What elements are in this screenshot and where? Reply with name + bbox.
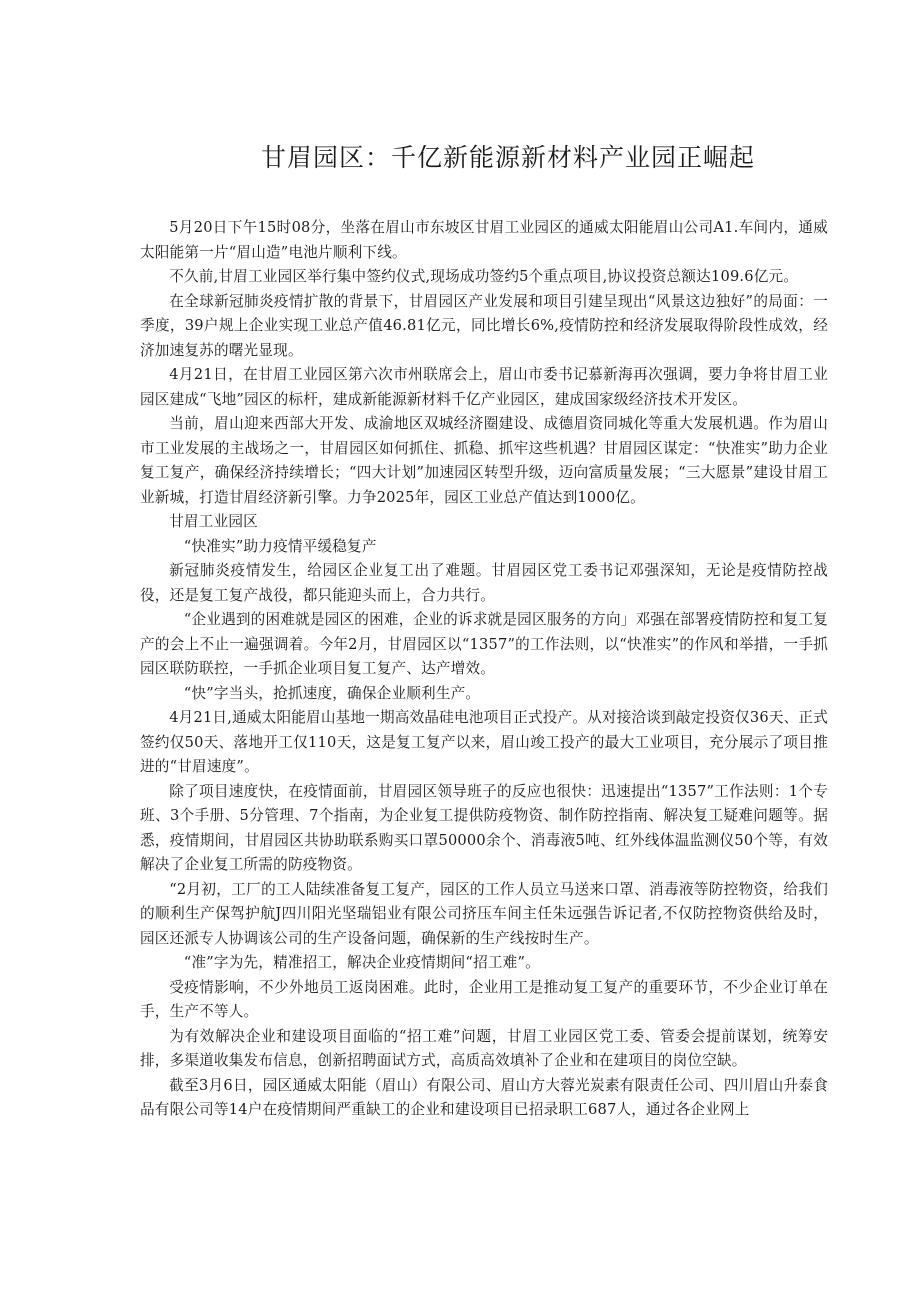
paragraph: 当前，眉山迎来西部大开发、成渝地区双城经济圈建设、成德眉资同城化等重大发展机遇。作为眉山市工业发展的主战场之一，甘眉园区如何抓住、抓稳、抓牢这些机遇？甘眉园区谋定：“快准实”助力企业复工复产，确保经济持续增长；“四大计划”加速园区转型升级，迈向富质量发展；“三大愿景”建设甘眉工业新城，打造甘眉经济新引擎。力争2025年，园区工业总产值达到1000亿。 (140, 415, 828, 506)
paragraph: 不久前,甘眉工业园区举行集中签约仪式,现场成功签约5个重点项目,协议投资总额达109.6亿元。 (169, 268, 799, 285)
section-heading: “快准实”助力疫情平缓稳复产 (183, 537, 377, 555)
paragraph: 截至3月6日，园区通威太阳能（眉山）有限公司、眉山方大蓉光炭素有限责任公司、四川眉山升泰食品有限公司等14户在疫情期间严重缺工的企业和建设项目已招录职工687人，通过各企业网上 (140, 1076, 828, 1118)
document-title: 甘眉园区：千亿新能源新材料产业园正崛起 (260, 143, 755, 172)
paragraph: 新冠肺炎疫情发生，给园区企业复工出了难题。甘眉园区党工委书记邓强深知，无论是疫情防控战役，还是复工复产战役，都只能迎头而上，合力共行。 (140, 562, 828, 604)
paragraph: 5月20日下午15时08分，坐落在眉山市东坡区甘眉工业园区的通威太阳能眉山公司A1.车间内，通威太阳能第一片“眉山造”电池片顺利下线。 (140, 219, 828, 261)
paragraph: 4月21日，在甘眉工业园区第六次市州联席会上，眉山市委书记慕新海再次强调，要力争将甘眉工业园区建成“飞地”园区的标杆，建成新能源新材料千亿产业园区，建成国家级经济技术开发区。 (140, 366, 828, 408)
section-label: 甘眉工业园区 (169, 513, 258, 530)
subheading: “准”字为先，精准招工，解决企业疫情期间“招工难”。 (183, 954, 540, 971)
paragraph: 为有效解决企业和建设项目面临的“招工难”问题，甘眉工业园区党工委、管委会提前谋划，统筹安排，多渠道收集发布信息，创新招聘面试方式，高质高效填补了企业和在建项目的岗位空缺。 (140, 1027, 828, 1069)
paragraph: 受疫情影响，不少外地员工返岗困难。此时，企业用工是推动复工复产的重要环节，不少企业订单在手，生产不等人。 (140, 978, 828, 1020)
subheading: “快”字当头，抢抓速度，确保企业顺利生产。 (183, 684, 481, 702)
paragraph: 4月21日,通威太阳能眉山基地一期高效晶硅电池项目正式投产。从对接洽谈到敲定投资仅36天、正式签约仅50天、落地开工仅110天，这是复工复产以来，眉山竣工投产的最大工业项目，充分展示了项目推进的“甘眉速度”。 (140, 709, 828, 775)
paragraph: “2月初，工厂的工人陆续准备复工复产，园区的工作人员立马送来口罩、消毒液等防控物资，给我们的顺利生产保驾护航J四川阳光坚瑞铝业有限公司挤压车间主任朱远强告诉记者,不仅防控物资供给及时，园区还派专人协调该公司的生产设备问题，确保新的生产线按时生产。 (140, 880, 828, 947)
paragraph: “企业遇到的困难就是园区的困难，企业的诉求就是园区服务的方向」邓强在部署疫情防控和复工复产的会上不止一遍强调着。今年2月，甘眉园区以“1357”的工作法则，以“快准实”的作风和举措，一手抓园区联防联控，一手抓企业项目复工复产、达产增效。 (140, 611, 828, 677)
paragraph: 在全球新冠肺炎疫情扩散的背景下，甘眉园区产业发展和项目引建呈现出“风景这边独好”的局面：一季度，39户规上企业实现工业总产值46.81亿元，同比增长6%,疫情防控和经济发展取得阶段性成效，经济加速复苏的曙光显现。 (140, 292, 828, 359)
paragraph: 除了项目速度快，在疫情面前，甘眉园区领导班子的反应也很快：迅速提出“1357”工作法则：1个专班、3个手册、5分管理、7个指南，为企业复工提供防疫物资、制作防控指南、解决复工疑难问题等。据悉，疫情期间，甘眉园区共协助联系购买口罩50000余个、消毒液5吨、红外线体温监测仪50个等，有效解决了企业复工所需的防疫物资。 (140, 782, 829, 873)
